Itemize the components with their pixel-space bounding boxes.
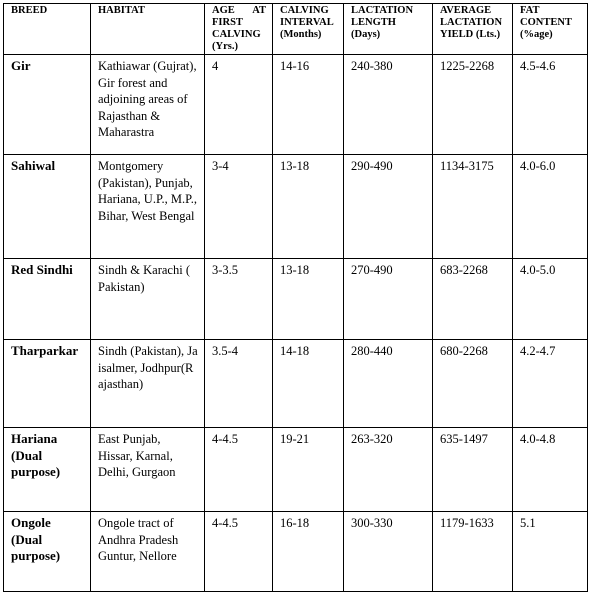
table-row (4, 259, 588, 340)
cell-habitat: Kathiawar (Gujrat), Gir forest and adjoining areas of Rajasthan & Maharastra (91, 55, 205, 155)
cell-age: 3-4 (205, 155, 273, 259)
cell-habitat: Ongole tract of Andhra Pradesh Guntur, Nellore (91, 512, 205, 592)
cell-yield: 1134-3175 (433, 155, 513, 259)
cattle-breeds-table (3, 3, 588, 592)
cell-habitat: Sindh (Pakistan), Jaisalmer, Jodhpur(Rajasthan) (91, 340, 205, 428)
cell-age: 4 (205, 55, 273, 155)
cell-fat: 4.2-4.7 (513, 340, 588, 428)
cell-lactation: 270-490 (344, 259, 433, 340)
cell-interval: 19-21 (273, 428, 344, 512)
cell-breed: Gir (4, 55, 91, 155)
cell-lactation: 240-380 (344, 55, 433, 155)
cell-breed: Tharparkar (4, 340, 91, 428)
cell-habitat: East Punjab, Hissar, Karnal, Delhi, Gurgaon (91, 428, 205, 512)
cell-lactation: 263-320 (344, 428, 433, 512)
header-habitat: HABITAT (91, 4, 205, 55)
cell-age: 3.5-4 (205, 340, 273, 428)
table-row (4, 428, 588, 512)
cell-breed: Ongole (Dual purpose) (4, 512, 91, 592)
cell-habitat: Montgomery (Pakistan), Punjab, Hariana, U.P., M.P., Bihar, West Bengal (91, 155, 205, 259)
cell-lactation: 280-440 (344, 340, 433, 428)
cell-breed: Hariana (Dual purpose) (4, 428, 91, 512)
table-row (4, 55, 588, 155)
table-header-row (4, 4, 588, 55)
cell-yield: 680-2268 (433, 340, 513, 428)
cell-interval: 16-18 (273, 512, 344, 592)
breed-table-container (3, 3, 588, 592)
cell-yield: 1179-1633 (433, 512, 513, 592)
cell-interval: 14-16 (273, 55, 344, 155)
cell-lactation: 300-330 (344, 512, 433, 592)
cell-habitat: Sindh & Karachi ( Pakistan) (91, 259, 205, 340)
header-fat-content: FAT CONTENT (%age) (513, 4, 588, 55)
cell-yield: 635-1497 (433, 428, 513, 512)
header-average-lactation-yield: AVERAGE LACTATION YIELD (Lts.) (433, 4, 513, 55)
cell-fat: 4.5-4.6 (513, 55, 588, 155)
cell-interval: 13-18 (273, 155, 344, 259)
header-age-at-first-calving: AGE AT FIRST CALVING (Yrs.) (205, 4, 273, 55)
cell-interval: 13-18 (273, 259, 344, 340)
header-breed: BREED (4, 4, 91, 55)
cell-fat: 4.0-6.0 (513, 155, 588, 259)
cell-fat: 4.0-5.0 (513, 259, 588, 340)
cell-age: 3-3.5 (205, 259, 273, 340)
cell-fat: 5.1 (513, 512, 588, 592)
cell-lactation: 290-490 (344, 155, 433, 259)
cell-breed: Sahiwal (4, 155, 91, 259)
cell-age: 4-4.5 (205, 428, 273, 512)
cell-age: 4-4.5 (205, 512, 273, 592)
cell-interval: 14-18 (273, 340, 344, 428)
cell-fat: 4.0-4.8 (513, 428, 588, 512)
cell-yield: 1225-2268 (433, 55, 513, 155)
table-row (4, 512, 588, 592)
table-row (4, 155, 588, 259)
table-row (4, 340, 588, 428)
cell-yield: 683-2268 (433, 259, 513, 340)
header-calving-interval: CALVING INTERVAL (Months) (273, 4, 344, 55)
cell-breed: Red Sindhi (4, 259, 91, 340)
header-lactation-length: LACTATION LENGTH (Days) (344, 4, 433, 55)
